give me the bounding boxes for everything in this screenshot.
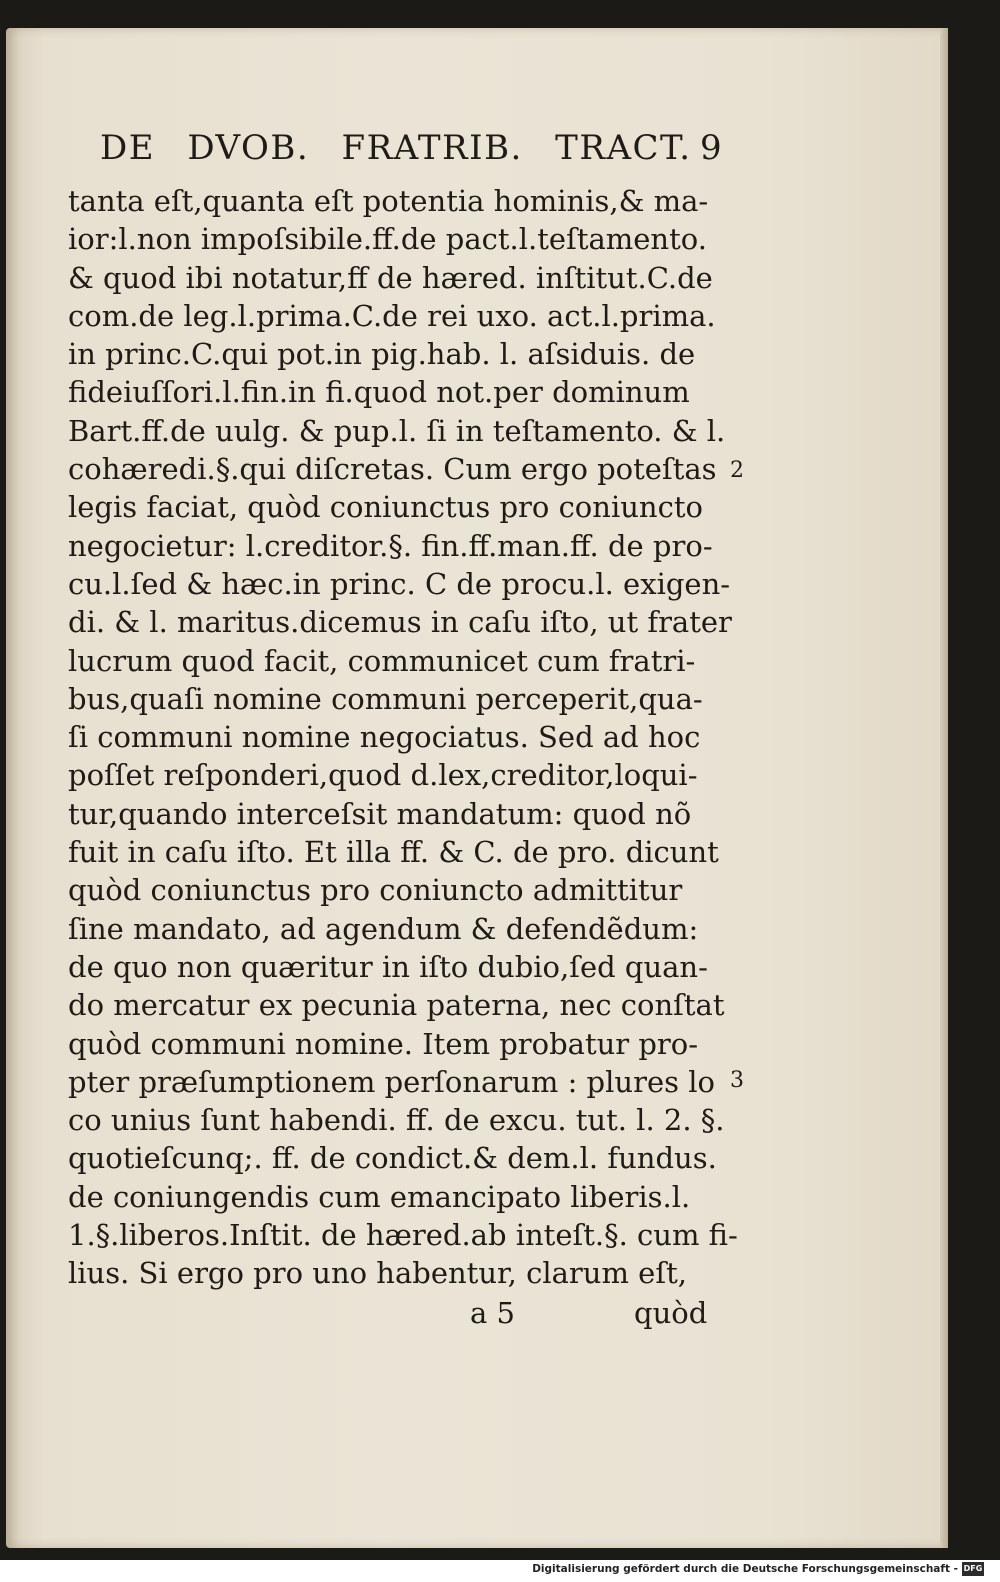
text-line: tur,quando interceſsit mandatum: quod nõ <box>68 796 692 831</box>
running-header <box>100 128 740 178</box>
text-line: negocietur: l.creditor.§. fin.ff.man.ff. de pro- <box>68 528 713 563</box>
text-line: cohæredi.§.qui diſcretas. Cum ergo poteſtas <box>68 452 717 487</box>
text-line: legis faciat, quòd coniunctus pro coniuncto <box>68 490 703 525</box>
text-line: cu.l.ſed & hæc.in princ. C de procu.l. exigen- <box>68 566 731 601</box>
text-line: do mercatur ex pecunia paterna, nec conſtat <box>68 988 725 1023</box>
margin-note: 3 <box>730 1068 744 1093</box>
text-line: fideiuſſori.l.fin.in fi.quod not.per dominum <box>68 375 690 410</box>
text-line: ior:l.non impoſsibile.ff.de pact.l.teſtamento. <box>68 222 707 257</box>
text-line: quotieſcunq;. ff. de condict.& dem.l. fundus. <box>68 1141 717 1176</box>
text-line: bus,quaſi nomine communi perceperit,qua- <box>68 681 703 716</box>
text-line: ſine mandato, ad agendum & defendẽdum: <box>68 911 699 946</box>
text-line: tanta eſt,quanta eſt potentia hominis,& ma- <box>68 184 709 218</box>
text-line: di. & l. maritus.dicemus in caſu iſto, ut frater <box>68 605 732 640</box>
digitization-credit: Digitalisierung gefördert durch die Deutsche Forschungsgemeinschaft - <box>532 1563 958 1575</box>
text-line: pter præſumptionem perſonarum : plures lo <box>68 1064 715 1099</box>
text-line: ſi communi nomine negociatus. Sed ad hoc <box>68 720 701 755</box>
text-line: de coniungendis cum emancipato liberis.l. <box>68 1179 691 1214</box>
dfg-logo: DFG <box>962 1562 984 1576</box>
text-line: in princ.C.qui pot.in pig.hab. l. aſsiduis. de <box>68 337 696 372</box>
catchword: quòd <box>634 1296 708 1330</box>
text-line: 1.§.liberos.Inſtit. de hæred.ab inteſt.§. cum fi- <box>68 1218 738 1253</box>
text-line: co unius ſunt habendi. ff. de excu. tut. l. 2. §. <box>68 1103 725 1138</box>
text-line: quòd coniunctus pro coniuncto admittitur <box>68 873 683 908</box>
text-line: de quo non quæritur in iſto dubio,ſed quan- <box>68 949 708 984</box>
margin-note: 2 <box>730 458 744 483</box>
body-text <box>68 182 738 1293</box>
signature-mark: a 5 <box>470 1296 515 1330</box>
page-number: 9 <box>700 128 722 168</box>
text-line: quòd communi nomine. Item probatur pro- <box>68 1026 699 1061</box>
text-line: com.de leg.l.prima.C.de rei uxo. act.l.prima. <box>68 298 716 333</box>
text-line: lius. Si ergo pro uno habentur, clarum eſt, <box>68 1256 687 1291</box>
page-edge <box>940 28 948 1548</box>
text-line: fuit in caſu iſto. Et illa ff. & C. de pro. dicunt <box>68 835 719 870</box>
text-line: & quod ibi notatur,ff de hæred. inſtitut.C.de <box>68 260 713 295</box>
running-title: DE DVOB. FRATRIB. TRACT. <box>100 128 692 168</box>
text-line: poſſet reſponderi,quod d.lex,creditor,loqui- <box>68 758 698 793</box>
text-line: Bart.ff.de uulg. & pup.l. ſi in teſtamento. & l. <box>68 413 726 448</box>
text-line: lucrum quod facit, communicet cum fratri- <box>68 643 696 678</box>
